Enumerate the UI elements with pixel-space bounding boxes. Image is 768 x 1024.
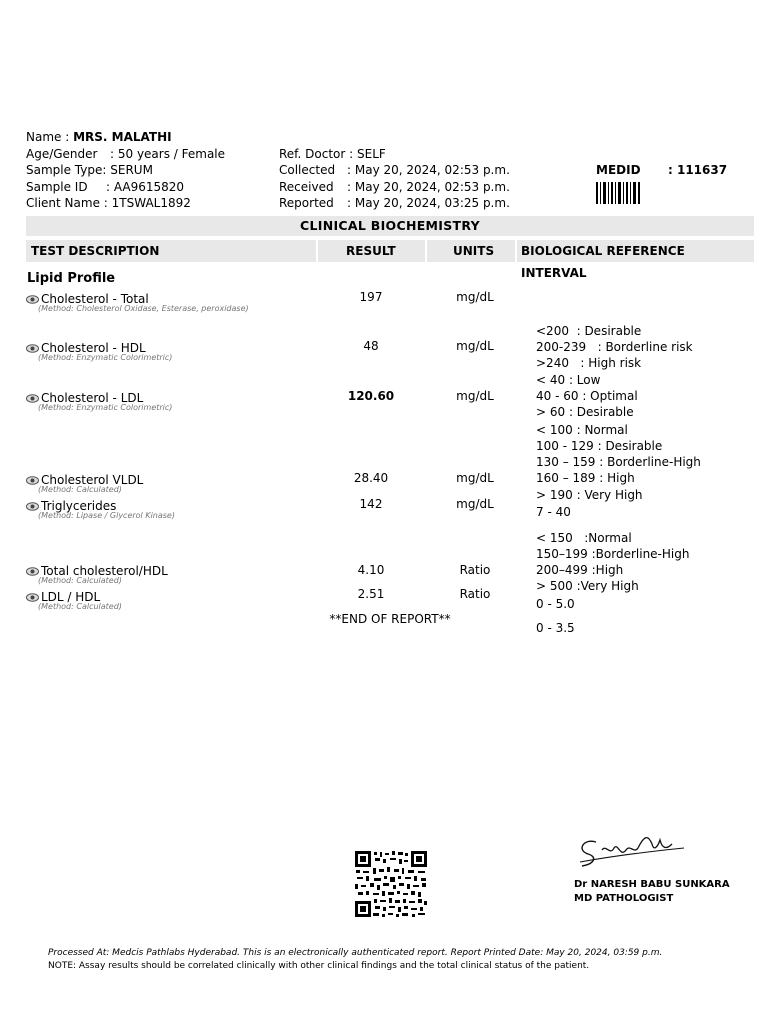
col-test-description: TEST DESCRIPTION — [31, 244, 160, 258]
eye-icon — [26, 567, 39, 576]
medid-value: : 111637 — [668, 163, 728, 177]
ref-doctor-label: Ref. Doctor : — [279, 147, 354, 161]
test-method: (Method: Calculated) — [38, 576, 122, 585]
sample-id-label: Sample ID — [26, 180, 88, 194]
age-label: Age/Gender — [26, 147, 98, 161]
signatory-name: Dr NARESH BABU SUNKARA — [574, 879, 730, 890]
age-gender-row — [26, 146, 225, 163]
test-unit: mg/dL — [456, 471, 494, 485]
test-result: 2.51 — [357, 587, 385, 601]
received-row — [279, 179, 510, 196]
client-row — [26, 195, 191, 212]
barcode-icon — [596, 182, 642, 204]
footer-note: NOTE: Assay results should be correlated clinically with other clinical findings and the total clinical status of the patient. — [48, 961, 590, 971]
test-result: 142 — [359, 497, 383, 511]
reference-interval: 7 - 40 — [536, 504, 571, 519]
test-name: Total cholesterol/HDL — [26, 564, 168, 578]
test-name: Cholesterol - HDL — [26, 341, 172, 355]
received-label: Received — [279, 180, 334, 194]
test-unit: Ratio — [459, 587, 491, 601]
test-unit: Ratio — [459, 563, 491, 577]
collected-label: Collected — [279, 163, 336, 177]
reference-interval: < 100 : Normal 100 - 129 : Desirable 130 – 159 : Borderline-High 160 – 189 : High > 190 : Very High — [536, 422, 701, 502]
ref-doctor-value: SELF — [357, 147, 386, 161]
test-method: (Method: Lipase / Glycerol Kinase) — [38, 511, 175, 520]
client-value: 1TSWAL1892 — [111, 196, 191, 210]
test-method: (Method: Calculated) — [38, 485, 122, 494]
qr-code-icon — [354, 850, 428, 918]
sample-type-row — [26, 162, 153, 179]
sample-id-value: : AA9615820 — [106, 180, 185, 194]
collected-row — [279, 162, 510, 179]
eye-icon — [26, 295, 39, 304]
ref-doctor-row — [279, 146, 386, 163]
reported-label: Reported — [279, 196, 334, 210]
reported-value: : May 20, 2024, 03:25 p.m. — [347, 196, 510, 210]
received-value: : May 20, 2024, 02:53 p.m. — [347, 180, 510, 194]
test-method: (Method: Enzymatic Colorimetric) — [38, 403, 173, 412]
table-row — [26, 590, 122, 611]
eye-icon — [26, 502, 39, 511]
sample-type-value: SERUM — [110, 163, 153, 177]
test-unit: mg/dL — [456, 290, 494, 304]
test-method: (Method: Cholesterol Oxidase, Esterase, peroxidase) — [38, 304, 249, 313]
col-reference-interval: BIOLOGICAL REFERENCE INTERVAL — [521, 244, 685, 280]
test-name: Cholesterol - LDL — [26, 391, 172, 405]
eye-icon — [26, 394, 39, 403]
header-divider — [515, 240, 517, 262]
test-method: (Method: Enzymatic Colorimetric) — [38, 353, 173, 362]
test-name: Cholesterol VLDL — [26, 473, 143, 487]
test-name: Triglycerides — [26, 499, 175, 513]
signatory-title: MD PATHOLOGIST — [574, 893, 674, 904]
sample-id-row — [26, 179, 184, 196]
table-row — [26, 341, 172, 362]
eye-icon — [26, 476, 39, 485]
header-divider — [425, 240, 427, 262]
section-title: CLINICAL BIOCHEMISTRY — [26, 216, 754, 236]
test-name: LDL / HDL — [26, 590, 122, 604]
header-divider — [316, 240, 318, 262]
eye-icon — [26, 593, 39, 602]
patient-name-row — [26, 129, 172, 146]
reported-row — [279, 195, 510, 212]
test-unit: mg/dL — [456, 497, 494, 511]
test-result: 120.60 — [347, 389, 395, 403]
sample-type-label: Sample Type: — [26, 163, 107, 177]
test-result: 28.40 — [353, 471, 389, 485]
test-unit: mg/dL — [456, 339, 494, 353]
table-row — [26, 391, 172, 412]
test-method: (Method: Calculated) — [38, 602, 122, 611]
test-result: 4.10 — [357, 563, 385, 577]
col-units: UNITS — [453, 244, 495, 258]
reference-interval: < 40 : Low 40 - 60 : Optimal > 60 : Desirable — [536, 372, 638, 420]
reference-interval: <200 : Desirable 200-239 : Borderline risk >240 : High risk — [536, 323, 693, 371]
test-unit: mg/dL — [456, 389, 494, 403]
reference-interval: < 150 :Normal 150–199 :Borderline-High 200–499 :High > 500 :Very High — [536, 530, 690, 594]
footer-processed: Processed At: Medcis Pathlabs Hyderabad. This is an electronically authenticated report. Report Printed Date: May 20, 2024, 03:59 p.m. — [48, 948, 663, 958]
test-result: 197 — [359, 290, 383, 304]
end-of-report: **END OF REPORT** — [329, 612, 451, 626]
age-value: : 50 years / Female — [110, 147, 226, 161]
table-row — [26, 473, 143, 494]
name-label: Name : — [26, 130, 70, 144]
signature-icon — [574, 830, 694, 874]
table-row — [26, 499, 175, 520]
test-result: 48 — [363, 339, 379, 353]
medid-label: MEDID — [596, 163, 641, 177]
col-result: RESULT — [346, 244, 396, 258]
reference-interval: 0 - 5.0 — [536, 596, 575, 611]
client-label: Client Name : — [26, 196, 108, 210]
table-row — [26, 564, 168, 585]
reference-interval: 0 - 3.5 — [536, 620, 575, 635]
eye-icon — [26, 344, 39, 353]
table-row — [26, 292, 249, 313]
collected-value: : May 20, 2024, 02:53 p.m. — [347, 163, 510, 177]
patient-name: MRS. MALATHI — [73, 130, 172, 144]
medid-row — [596, 162, 727, 179]
panel-title: Lipid Profile — [27, 271, 116, 286]
test-name: Cholesterol - Total — [26, 292, 249, 306]
